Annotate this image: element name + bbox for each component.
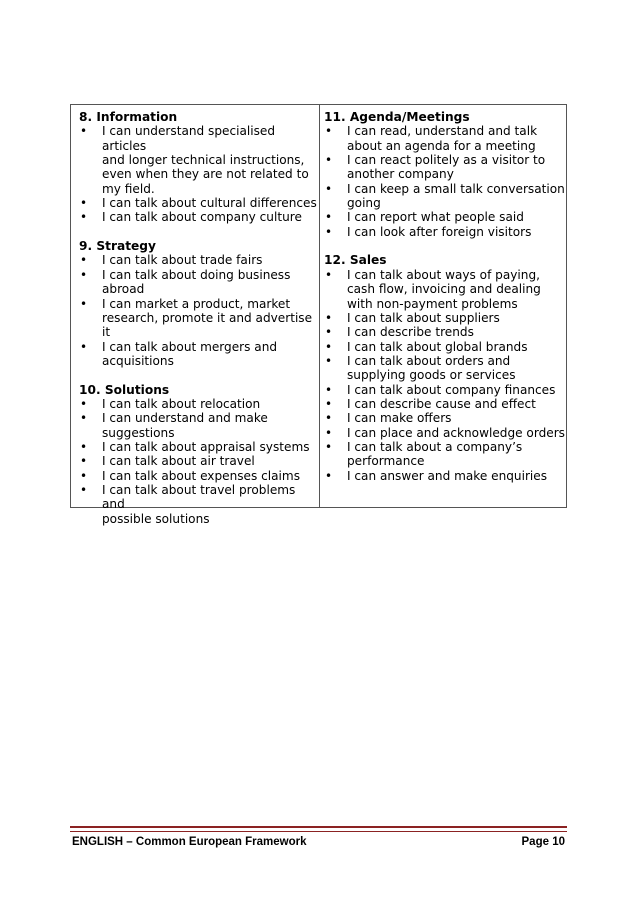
list-item bbox=[79, 469, 319, 483]
section-agenda-meetings bbox=[324, 110, 566, 239]
item-text: I can talk about expenses claims bbox=[102, 468, 300, 483]
section-heading: 12. Sales bbox=[324, 253, 387, 268]
item-text: I can talk about doing business abroad bbox=[102, 267, 291, 297]
item-text: I can talk about company culture bbox=[102, 210, 302, 225]
page-number: Page 10 bbox=[521, 836, 565, 848]
item-text: I can talk about appraisal systems bbox=[102, 440, 310, 454]
bullet-icon: • bbox=[325, 439, 333, 454]
bullet-icon: • bbox=[80, 468, 88, 483]
bullet-icon: • bbox=[80, 210, 88, 225]
item-text: I can react politely as a visitor to another company bbox=[347, 153, 546, 182]
list-item bbox=[79, 440, 319, 454]
section-heading: 10. Solutions bbox=[79, 382, 170, 397]
item-list bbox=[79, 124, 319, 224]
bullet-icon: • bbox=[325, 267, 333, 282]
list-item bbox=[324, 325, 566, 339]
item-text: I can talk about a company’s performance bbox=[347, 439, 523, 469]
item-list bbox=[79, 253, 319, 368]
item-list bbox=[324, 124, 566, 239]
right-column bbox=[320, 105, 566, 507]
bullet-icon: • bbox=[325, 124, 333, 139]
list-item bbox=[79, 268, 319, 297]
list-item bbox=[79, 454, 319, 468]
bullet-icon: • bbox=[325, 353, 333, 368]
list-item bbox=[324, 225, 566, 239]
left-column bbox=[71, 105, 320, 526]
list-item bbox=[79, 397, 319, 411]
section-sales bbox=[324, 253, 566, 483]
list-item bbox=[324, 340, 566, 354]
item-text: I can talk about orders and supplying goods or services bbox=[347, 353, 516, 383]
list-item bbox=[324, 124, 566, 153]
list-item bbox=[324, 153, 566, 182]
bullet-icon: • bbox=[325, 153, 333, 168]
item-text: I can talk about relocation bbox=[102, 396, 261, 411]
section-heading: 9. Strategy bbox=[79, 239, 156, 254]
list-item bbox=[79, 210, 319, 224]
list-item bbox=[324, 354, 566, 383]
section-solutions bbox=[79, 383, 319, 526]
bullet-icon: • bbox=[325, 396, 333, 411]
list-item bbox=[79, 297, 319, 340]
bullet-icon: • bbox=[80, 483, 88, 498]
list-item bbox=[324, 383, 566, 397]
item-text: I can talk about travel problems and possible solutions bbox=[102, 483, 296, 526]
item-text: I can answer and make enquiries bbox=[347, 468, 548, 483]
item-text: I can look after foreign visitors bbox=[347, 224, 532, 239]
list-item bbox=[324, 397, 566, 411]
item-text: I can talk about company finances bbox=[347, 382, 556, 397]
bullet-icon: • bbox=[80, 196, 88, 211]
bullet-icon: • bbox=[325, 310, 333, 325]
item-text: I can describe trends bbox=[347, 325, 474, 340]
bullet-icon: • bbox=[325, 210, 333, 225]
bullet-icon: • bbox=[80, 411, 88, 426]
list-item bbox=[324, 440, 566, 469]
bullet-icon: • bbox=[80, 339, 88, 354]
item-text: I can make offers bbox=[347, 411, 452, 426]
item-text: I can read, understand and talk about an agenda for a meeting bbox=[347, 124, 538, 153]
item-text: I can talk about global brands bbox=[347, 339, 528, 354]
bullet-icon: • bbox=[80, 396, 88, 411]
list-item bbox=[79, 253, 319, 267]
item-text: I can talk about mergers and acquisitions bbox=[102, 339, 278, 368]
bullet-icon: • bbox=[325, 224, 333, 239]
section-information bbox=[79, 110, 319, 225]
bullet-icon: • bbox=[325, 468, 333, 483]
bullet-icon: • bbox=[325, 181, 333, 196]
bullet-icon: • bbox=[80, 124, 88, 139]
list-item bbox=[324, 210, 566, 224]
item-list bbox=[324, 268, 566, 483]
item-text: I can understand and make suggestions bbox=[102, 411, 268, 440]
bullet-icon: • bbox=[80, 296, 88, 311]
bullet-icon: • bbox=[325, 425, 333, 440]
section-heading: 11. Agenda/Meetings bbox=[324, 110, 470, 124]
item-text: I can talk about suppliers bbox=[347, 310, 500, 325]
competency-table bbox=[70, 104, 567, 526]
item-text: I can understand specialised articles and longer technical instructions, even when they are not related to my field. bbox=[102, 124, 309, 196]
list-item bbox=[79, 124, 319, 196]
footer-title: ENGLISH – Common European Framework bbox=[72, 836, 307, 848]
list-item bbox=[324, 311, 566, 325]
bullet-icon: • bbox=[80, 267, 88, 282]
bullet-icon: • bbox=[325, 382, 333, 397]
item-text: I can report what people said bbox=[347, 210, 524, 225]
list-item bbox=[324, 469, 566, 483]
item-text: I can describe cause and effect bbox=[347, 396, 536, 411]
bullet-icon: • bbox=[325, 411, 333, 426]
bullet-icon: • bbox=[325, 339, 333, 354]
item-text: I can talk about air travel bbox=[102, 454, 255, 469]
footer-rule bbox=[70, 826, 567, 832]
list-item bbox=[79, 411, 319, 440]
bullet-icon: • bbox=[325, 325, 333, 340]
bullet-icon: • bbox=[80, 253, 88, 268]
item-text: I can place and acknowledge orders bbox=[347, 425, 565, 440]
list-item bbox=[324, 182, 566, 211]
section-heading: 8. Information bbox=[79, 110, 178, 124]
item-text: I can market a product, market research, promote it and advertise it bbox=[102, 296, 313, 340]
bullet-icon: • bbox=[80, 440, 88, 454]
list-item bbox=[79, 483, 319, 526]
list-item bbox=[79, 340, 319, 369]
item-text: I can talk about trade fairs bbox=[102, 253, 263, 268]
item-text: I can talk about cultural differences bbox=[102, 196, 317, 211]
list-item bbox=[324, 268, 566, 311]
section-strategy bbox=[79, 239, 319, 368]
item-text: I can keep a small talk conversation going bbox=[347, 181, 565, 211]
list-item bbox=[324, 411, 566, 425]
bullet-icon: • bbox=[80, 454, 88, 469]
list-item bbox=[324, 426, 566, 440]
item-text: I can talk about ways of paying, cash flow, invoicing and dealing with non-payment problems bbox=[347, 267, 541, 311]
list-item bbox=[79, 196, 319, 210]
item-list bbox=[79, 397, 319, 526]
